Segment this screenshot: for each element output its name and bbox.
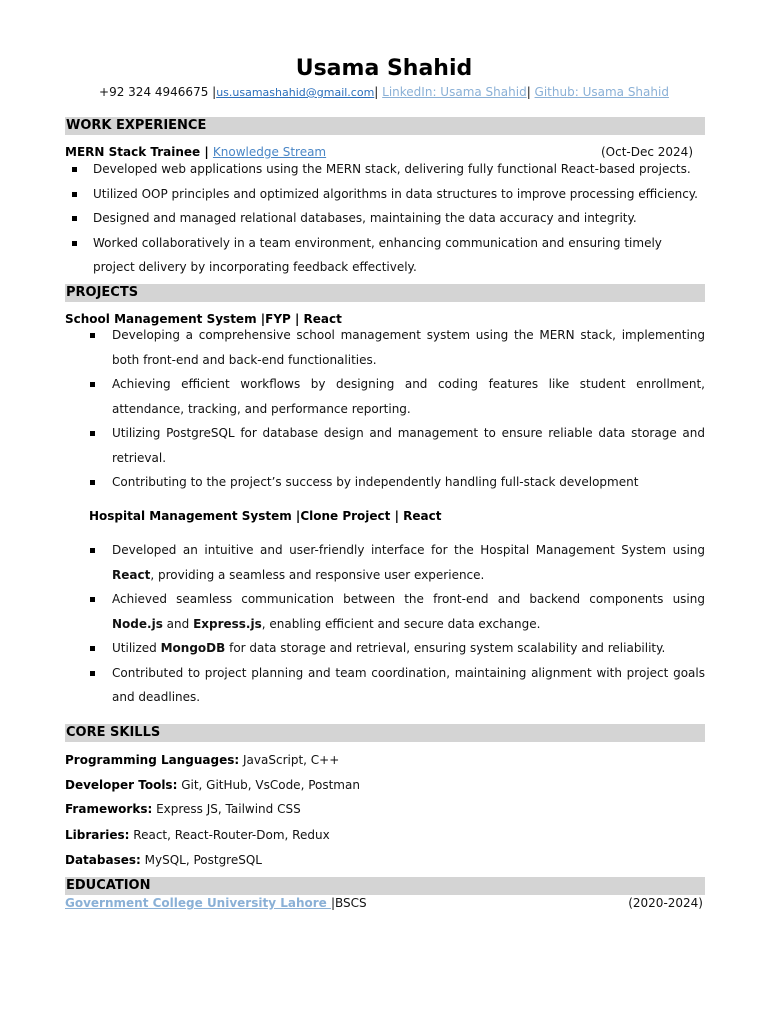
separator: | <box>374 85 383 99</box>
job-title: MERN Stack Trainee <box>65 145 201 159</box>
list-item: Contributing to the project’s success by independently handling full-stack development <box>112 470 705 495</box>
list-item: Contributed to project planning and team coordination, maintaining alignment with project goals and deadlines. <box>112 661 705 710</box>
candidate-name: Usama Shahid <box>295 56 473 81</box>
project-bullets <box>112 538 705 710</box>
skill-line: Developer Tools: Git, GitHub, VsCode, Postman <box>65 778 360 792</box>
section-header-projects <box>65 284 705 302</box>
section-header-skills <box>65 724 705 742</box>
work-bullets <box>93 157 705 280</box>
list-item: Designed and managed relational databases, maintaining the data accuracy and integrity. <box>93 206 705 231</box>
education-dates: (2020-2024) <box>628 896 703 910</box>
section-title: CORE SKILLS <box>66 725 161 740</box>
phone-number: +92 324 4946675 <box>99 85 209 99</box>
separator: | <box>330 896 336 910</box>
section-title: PROJECTS <box>66 285 139 300</box>
skill-line: Programming Languages: JavaScript, C++ <box>65 753 340 767</box>
list-item: Achieved seamless communication between the front-end and backend components using Node.js and Express.js, enabling efficient and secure data exchange. <box>112 587 705 636</box>
list-item: Utilized OOP principles and optimized algorithms in data structures to improve processing efficiency. <box>93 182 705 207</box>
separator: | <box>208 85 217 99</box>
section-header-education <box>65 877 705 895</box>
contact-line <box>0 85 768 99</box>
project-title: School Management System |FYP | React <box>65 312 342 326</box>
list-item: Utilizing PostgreSQL for database design and management to ensure reliable data storage and retrieval. <box>112 421 705 470</box>
linkedin-link[interactable]: LinkedIn: Usama Shahid <box>382 85 527 99</box>
job-dates: (Oct-Dec 2024) <box>600 145 693 159</box>
list-item: Achieving efficient workflows by designing and coding features like student enrollment, attendance, tracking, and performance reporting. <box>112 372 705 421</box>
education-line <box>65 896 367 910</box>
project-bullets <box>112 323 705 495</box>
section-title: WORK EXPERIENCE <box>66 118 207 133</box>
degree: BSCS <box>335 896 367 910</box>
list-item: Developing a comprehensive school management system using the MERN stack, implementing both front-end and back-end functionalities. <box>112 323 705 372</box>
skill-line: Libraries: React, React-Router-Dom, Redux <box>65 828 330 842</box>
list-item: Utilized MongoDB for data storage and retrieval, ensuring system scalability and reliability. <box>112 636 705 661</box>
university-link[interactable]: Government College University Lahore <box>65 896 331 910</box>
skill-line: Databases: MySQL, PostgreSQL <box>65 853 262 867</box>
github-link[interactable]: Github: Usama Shahid <box>534 85 669 99</box>
project-title: Hospital Management System |Clone Project | React <box>89 509 442 523</box>
skill-line: Frameworks: Express JS, Tailwind CSS <box>65 802 301 816</box>
section-header-work <box>65 117 705 135</box>
section-title: EDUCATION <box>66 878 151 893</box>
separator: | <box>200 145 213 159</box>
list-item: Developed an intuitive and user-friendly interface for the Hospital Management System using React, providing a seamless and responsive user experience. <box>112 538 705 587</box>
email-link[interactable]: us.usamashahid@gmail.com <box>216 86 375 99</box>
list-item: Worked collaboratively in a team environment, enhancing communication and ensuring timely project delivery by incorporating feedback effectively. <box>93 231 705 280</box>
separator: | <box>526 85 535 99</box>
list-item: Developed web applications using the MERN stack, delivering fully functional React-based projects. <box>93 157 705 182</box>
company-link[interactable]: Knowledge Stream <box>212 145 327 159</box>
